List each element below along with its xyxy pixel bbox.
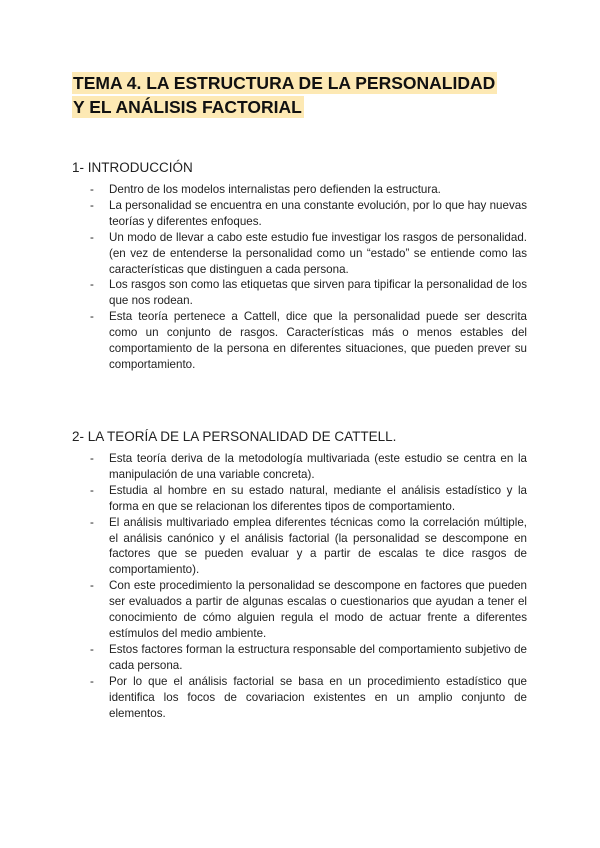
list-item xyxy=(90,483,527,515)
bullet-dash: - xyxy=(90,183,94,196)
title-line-1: TEMA 4. LA ESTRUCTURA DE LA PERSONALIDAD xyxy=(73,73,496,93)
bullet-dash: - xyxy=(90,579,94,593)
list-item-text: Un modo de llevar a cabo este estudio fue investigar los rasgos de personalidad. (en vez de entenderse la personalidad como un “estado” se entiende como las características que distinguen a cada persona. xyxy=(109,230,527,276)
list-item xyxy=(90,451,527,483)
list-item xyxy=(90,230,527,278)
section-heading-introduccion: 1- INTRODUCCIÓN xyxy=(72,160,193,175)
bullet-dash: - xyxy=(90,310,94,324)
list-item-text: Esta teoría deriva de la metodología multivariada (este estudio se centra en la manipulación de una variable concreta). xyxy=(109,452,527,481)
bullet-dash: - xyxy=(90,198,94,212)
bullet-dash: - xyxy=(90,515,94,529)
bullet-dash: - xyxy=(90,230,94,244)
title-line-2: Y EL ANÁLISIS FACTORIAL xyxy=(73,97,302,117)
bullet-dash: - xyxy=(90,642,94,656)
list-item-text: Estudia al hombre en su estado natural, mediante el análisis estadístico y la forma en que se relacionan los diferentes tipos de comportamiento. xyxy=(109,483,527,513)
list-item-text: Con este procedimiento la personalidad se descompone en factores que pueden ser evaluados a partir de algunas escalas o cuestionarios que ayudan a tener el conocimiento de cómo alguien regula el modo de actuar frente a diferentes estímulos del medio ambiente. xyxy=(109,579,527,640)
bullet-list-teoria-cattell xyxy=(90,451,527,721)
list-item-text: El análisis multivariado emplea diferentes técnicas como la correlación múltiple, el análisis canónico y el análisis factorial (la personalidad se descompone en factores que se pueden evaluar y a partir de escalas te dice rasgos de comportamiento). xyxy=(109,515,527,577)
list-item xyxy=(90,578,527,642)
list-item-text: La personalidad se encuentra en una constante evolución, por lo que hay nuevas teorías y diferentes enfoques. xyxy=(109,198,527,228)
list-item-text: Por lo que el análisis factorial se basa en un procedimiento estadístico que identifica los focos de covariacion existentes en un amplio conjunto de elementos. xyxy=(109,674,527,720)
section-heading-teoria-cattell: 2- LA TEORÍA DE LA PERSONALIDAD DE CATTELL. xyxy=(72,429,397,444)
list-item-text: Dentro de los modelos internalistas pero defienden la estructura. xyxy=(109,183,441,196)
bullet-list-introduccion xyxy=(90,182,527,373)
list-item-text: Esta teoría pertenece a Cattell, dice que la personalidad puede ser descrita como un conjunto de rasgos. Características más o menos estables del comportamiento de la persona en diferentes situaciones, que pueden prever su comportamiento. xyxy=(109,310,527,371)
list-item xyxy=(90,309,527,373)
list-item-text: Los rasgos son como las etiquetas que sirven para tipificar la personalidad de los que nos rodean. xyxy=(109,278,527,308)
list-item xyxy=(90,642,527,674)
document-title xyxy=(72,71,532,119)
list-item xyxy=(90,182,527,198)
bullet-dash: - xyxy=(90,674,94,688)
bullet-dash: - xyxy=(90,278,94,292)
list-item xyxy=(90,674,527,722)
bullet-dash: - xyxy=(90,452,94,465)
bullet-dash: - xyxy=(90,483,94,497)
list-item xyxy=(90,198,527,230)
list-item xyxy=(90,277,527,309)
list-item-text: Estos factores forman la estructura responsable del comportamiento subjetivo de cada persona. xyxy=(109,642,527,672)
list-item xyxy=(90,515,527,579)
